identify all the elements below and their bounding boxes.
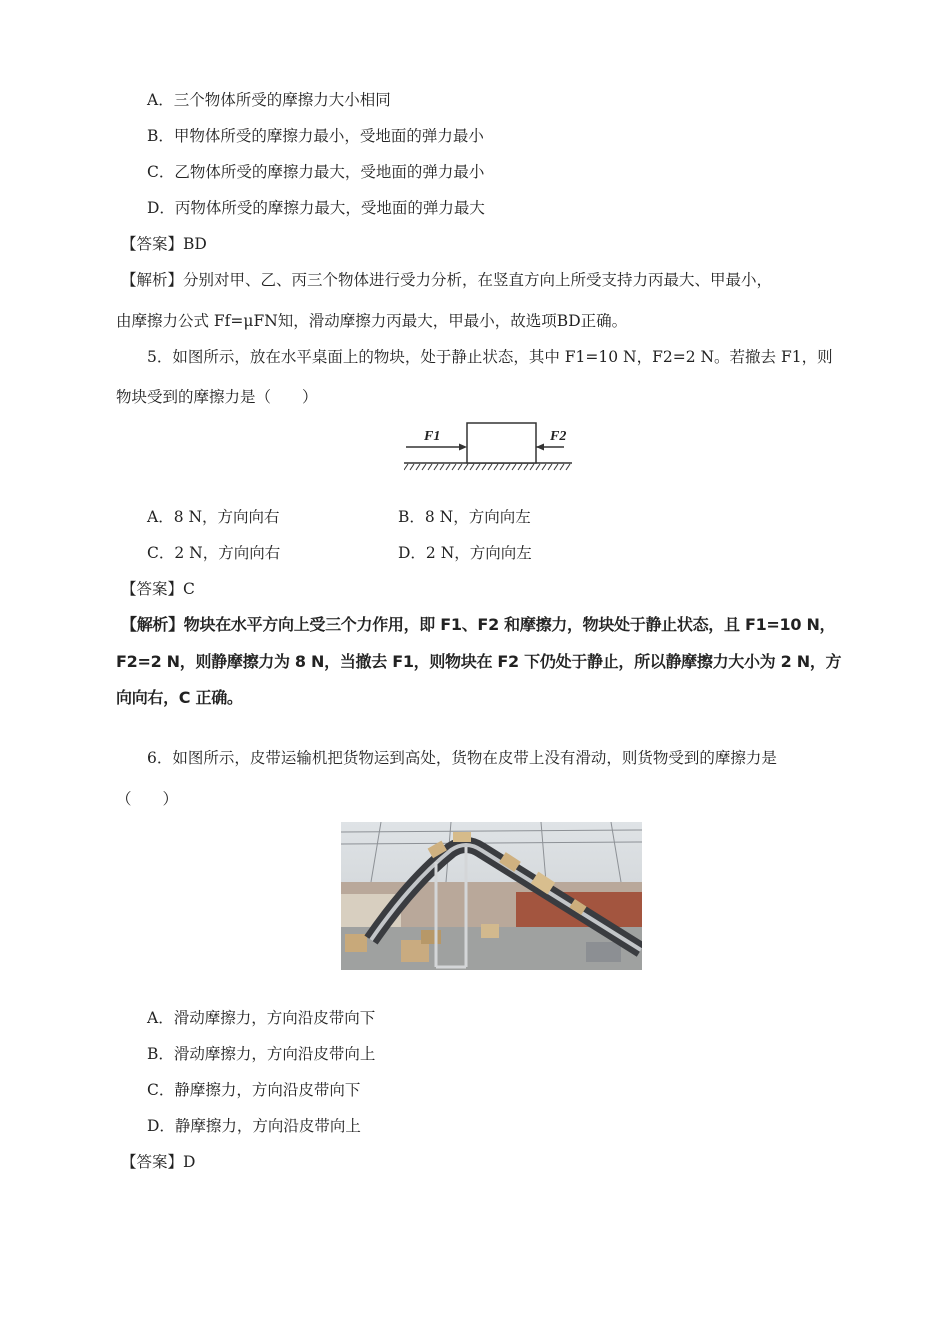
f2-label: F2 <box>550 429 567 444</box>
q4-option-d: D．丙物体所受的摩擦力最大，受地面的弹力最大 <box>147 199 485 217</box>
q6-option-b: B．滑动摩擦力，方向沿皮带向上 <box>147 1045 376 1063</box>
q6-answer: 【答案】D <box>121 1153 196 1171</box>
q5-block-figure <box>404 420 576 472</box>
q4-option-b: B．甲物体所受的摩擦力最小，受地面的弹力最小 <box>147 127 484 145</box>
q5-option-d: D．2 N，方向向左 <box>398 544 532 562</box>
q6-option-d: D．静摩擦力，方向沿皮带向上 <box>147 1117 361 1135</box>
q6-option-a: A．滑动摩擦力，方向沿皮带向下 <box>147 1009 376 1027</box>
q5-stem-line1: 5．如图所示，放在水平桌面上的物块，处于静止状态，其中 F1=10 N，F2=2 N。若撤去 F1，则 <box>147 348 833 366</box>
q4-answer: 【答案】BD <box>121 235 207 253</box>
conveyor-belt-photo <box>341 822 642 970</box>
q4-option-a: A．三个物体所受的摩擦力大小相同 <box>147 91 391 109</box>
q6-stem-line1: 6．如图所示，皮带运输机把货物运到高处，货物在皮带上没有滑动，则货物受到的摩擦力是 <box>147 749 777 767</box>
q5-stem-line2: 物块受到的摩擦力是（ ） <box>116 388 318 406</box>
q5-analysis-line2: F2=2 N，则静摩擦力为 8 N，当撤去 F1，则物块在 F2 下仍处于静止，所以静摩擦力大小为 2 N，方 <box>116 652 842 671</box>
q5-option-b: B．8 N，方向向左 <box>398 508 531 526</box>
q6-option-c: C．静摩擦力，方向沿皮带向下 <box>147 1081 361 1099</box>
q5-option-a: A．8 N，方向向右 <box>147 508 280 526</box>
q6-stem-line2: （ ） <box>116 790 179 808</box>
q4-option-c: C．乙物体所受的摩擦力最大，受地面的弹力最小 <box>147 163 485 181</box>
q4-analysis-line1: 【解析】分别对甲、乙、丙三个物体进行受力分析，在竖直方向上所受支持力丙最大、甲最小， <box>121 271 773 289</box>
f1-label: F1 <box>424 429 441 444</box>
q5-analysis-line3: 向向右，C 正确。 <box>116 688 243 707</box>
q4-analysis-line2: 由摩擦力公式 Ff=μFN知，滑动摩擦力丙最大，甲最小，故选项BD正确。 <box>116 312 628 330</box>
q5-answer: 【答案】C <box>121 580 195 598</box>
q5-option-c: C．2 N，方向向右 <box>147 544 281 562</box>
q5-analysis-line1: 【解析】物块在水平方向上受三个力作用，即 F1、F2 和摩擦力，物块处于静止状态，且 F1=10 N， <box>121 615 836 634</box>
block <box>467 423 536 463</box>
